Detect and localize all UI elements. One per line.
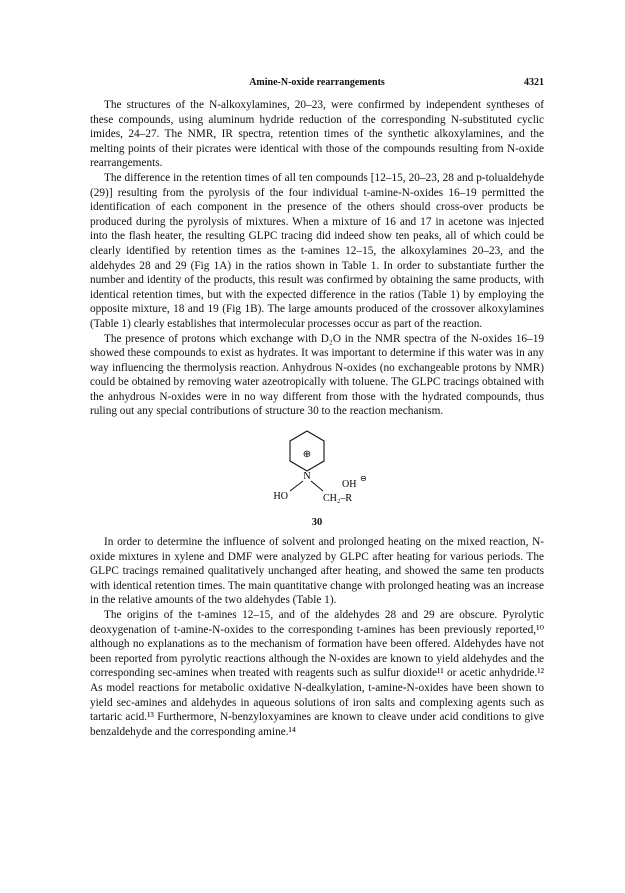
paragraph-5: The origins of the t-amines 12–15, and of the aldehydes 28 and 29 are obscure. Pyrolytic deoxygenation of t-amine-N-oxides to the corresponding t-amines has been previously reported,¹⁰ although no explanations as to the mechanism of formation have been offered. Aldehydes have not been reported from pyrolytic reactions although the N-oxides are known to yield aldehydes and the corresponding sec-amines when treated with reagents such as sulfur dioxide¹¹ or acetic anhydride.¹² As model reactions for metabolic oxidative N-dealkylation, t-amine-N-oxides have been shown to yield sec-amines and aldehydes in aqueous solutions of iron salts and complexing agents such as tartaric acid.¹³ Furthermore, N-benzyloxyamines are known to cleave under acid conditions to give benzaldehyde and the corresponding amine.¹⁴	[90, 609, 544, 738]
page-number: 4321	[524, 77, 544, 88]
paragraph-3: The presence of protons which exchange with D₂O in the NMR spectra of the N-oxides 16–19 showed these compounds to exist as hydrates. It was important to determine if this water was in any way influencing the thermolysis reaction. Anhydrous N-oxides (no exchangeable protons by NMR) could be obtained by removing water azeotropically with toluene. The GLPC tracings obtained with the anhydrous N-oxides were in no way different from those with the hydrated compounds, thus ruling out any special contributions of structure 30 to the reaction mechanism.	[90, 332, 544, 418]
positive-charge: ⊕	[302, 449, 312, 461]
article-body	[90, 98, 544, 739]
n-c-bond	[311, 481, 323, 491]
negative-charge: ⊖	[360, 474, 367, 484]
running-title: Amine-N-oxide rearrangements	[249, 77, 385, 88]
compound-number: 30	[311, 517, 323, 529]
ch2r-label: CH₂–R	[323, 493, 353, 505]
paragraph-2: The difference in the retention times of all ten compounds [12–15, 20–23, 28 and p-tolualdehyde (29)] resulting from the pyrolysis of the four individual t-amine-N-oxides 16–19 permitted the identification of each component in the presence of the others should cross-over products be produced during the pyrolysis of mixtures. When a mixture of 16 and 17 in acetone was injected into the flash heater, the resulting GLPC tracing did indeed show ten peaks, all of which could be clearly identified by retention times as the t-amines 12–15, the alkoxylamines 20–23, and the aldehydes 28 and 29 (Fig 1A) in the ratios shown in Table 1. In order to substantiate further the number and identity of the products, this result was confirmed by obtaining the same products, with identical retention times, but with the expected difference in the ratios (Table 1) by employing the opposite mixture, 18 and 19 (Fig 1B). The large amounts produced of the crossover alkoxylamines (Table 1) clearly establishes that intermolecular processes occur as part of the reaction.	[90, 171, 544, 330]
hydroxyl-label: HO	[273, 491, 288, 503]
paragraph-4: In order to determine the influence of solvent and prolonged heating on the mixed reaction, N-oxide mixtures in xylene and DMF were analyzed by GLPC after heating for various periods. The GLPC tracings remained qualitatively unchanged after heating, and showed the same ten products with identical retention times. The main quantitative change with prolonged heating was an increase in the relative amounts of the two aldehydes (Table 1).	[90, 536, 544, 607]
nitrogen-atom: N	[303, 471, 311, 483]
paragraph-1: The structures of the N-alkoxylamines, 20–23, were confirmed by independent syntheses of these compounds, using aluminum hydride reduction of the corresponding N-substituted cyclic imides, 24–27. The NMR, IR spectra, retention times of the synthetic alkoxylamines, and the melting points of their picrates were identical with those of the compounds resulting from N-oxide rearrangements.	[90, 99, 544, 170]
structure-30-drawing	[90, 421, 544, 517]
n-o-bond	[290, 481, 303, 491]
structure-30-figure	[90, 421, 544, 517]
hydroxide-label: OH	[342, 479, 357, 491]
running-head	[90, 77, 544, 91]
